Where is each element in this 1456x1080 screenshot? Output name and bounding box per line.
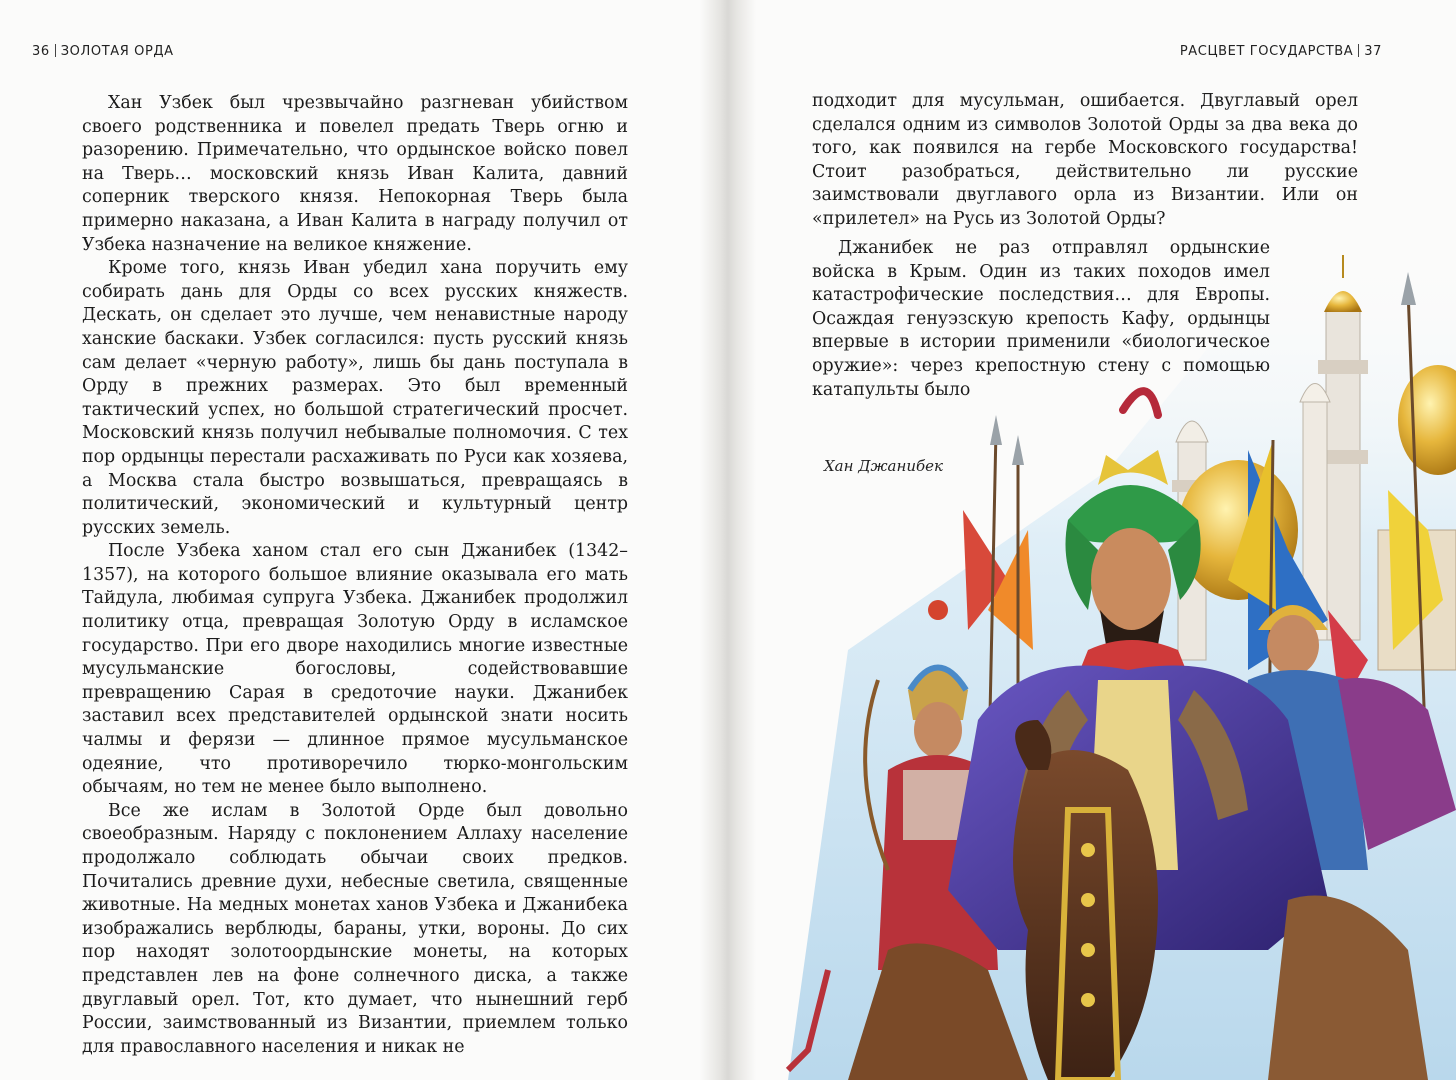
left-running-title: ЗОЛОТАЯ ОРДА — [60, 44, 174, 59]
right-body-text-top — [812, 90, 1358, 232]
right-running-title: РАСЦВЕТ ГОСУДАРСТВА — [1179, 44, 1354, 59]
paragraph: Все же ислам в Золотой Орде был довольно своеобразным. Наряду с поклонением Аллаху население продолжало соблюдать обычаи своих предков. Почитались древние духи, небесные светила, священные животные. На медных монетах ханов Узбека и Джанибека изображались верблюды, бараны, утки, вороны. До сих пор находят золотоордынские монеты, на которых представлен лев на фоне солнечного диска, а также двуглавый орел. Тот, кто думает, что нынешний герб России, заимствованный из Византии, приемлем только для православного населения и никак не — [82, 800, 628, 1057]
left-body-text — [82, 92, 628, 1059]
paragraph: Кроме того, князь Иван убедил хана поручить ему собирать дань для Орды со всех русских княжеств. Дескать, он сделает это лучше, чем ненавистные народу ханские баскаки. Узбек согласился: пусть русский князь сам делает «черную работу», лишь бы дань поступала в Орду в прежних размерах. Это был временный тактический успех, но большой стратегический просчет. Московский князь получил небывалые полномочия. С тех пор ордынцы перестали расхаживать по Руси как хозяева, а Москва стала быстро возвышаться, превращаясь в политический, экономический и культурный центр русских земель. — [82, 258, 628, 538]
left-page-number: 36 — [32, 44, 50, 59]
illustration-caption: Хан Джанибек — [824, 457, 943, 475]
paragraph: Джанибек не раз отправлял ордынские войска в Крым. Один из таких походов имел катастрофические последствия… для Европы. Осаждая генуэзскую крепость Кафу, ордынцы впервые в истории применили «биологическое оружие»: через крепостную стену с помощью катапульты было — [812, 238, 1270, 400]
head-separator — [55, 44, 56, 57]
continued-paragraph: подходит для мусульман, ошибается. Двуглавый орел сделался одним из символов Золотой Орды за два века до того, как появился на гербе Московского государства! Стоит разобраться, действительно ли русские заимствовали двуглавого орла из Византии. Или он «прилетел» на Русь из Золотой Орды? — [812, 91, 1358, 229]
paragraph: После Узбека ханом стал его сын Джанибек (1342–1357), на которого большое влияние оказывала его мать Тайдула, любимая супруга Узбека. Джанибек продолжил политику отца, превращая Золотую Орду в исламское государство. При его дворе находились многие известные мусульманские богословы, содействовавшие превращению Сарая в средоточие науки. Джанибек заставил всех представителей ордынской знати носить чалмы и ферязи — длинное прямое мусульманское одеяние, что противоречило тюрко-монгольским обычаям, но тем не менее было выполнено. — [82, 541, 628, 798]
right-body-text — [812, 237, 1270, 402]
head-separator — [1358, 44, 1359, 57]
right-page-number: 37 — [1364, 44, 1382, 59]
left-running-head — [32, 44, 174, 59]
paragraph: Хан Узбек был чрезвычайно разгневан убийством своего родственника и повелел предать Тверь огню и разорению. Примечательно, что ордынское войско повел на Тверь… московский князь Иван Калита, давний соперник тверского князя. Непокорная Тверь была примерно наказана, а Иван Калита в награду получил от Узбека назначение на великое княжение. — [82, 93, 628, 255]
right-running-head — [1180, 44, 1382, 59]
